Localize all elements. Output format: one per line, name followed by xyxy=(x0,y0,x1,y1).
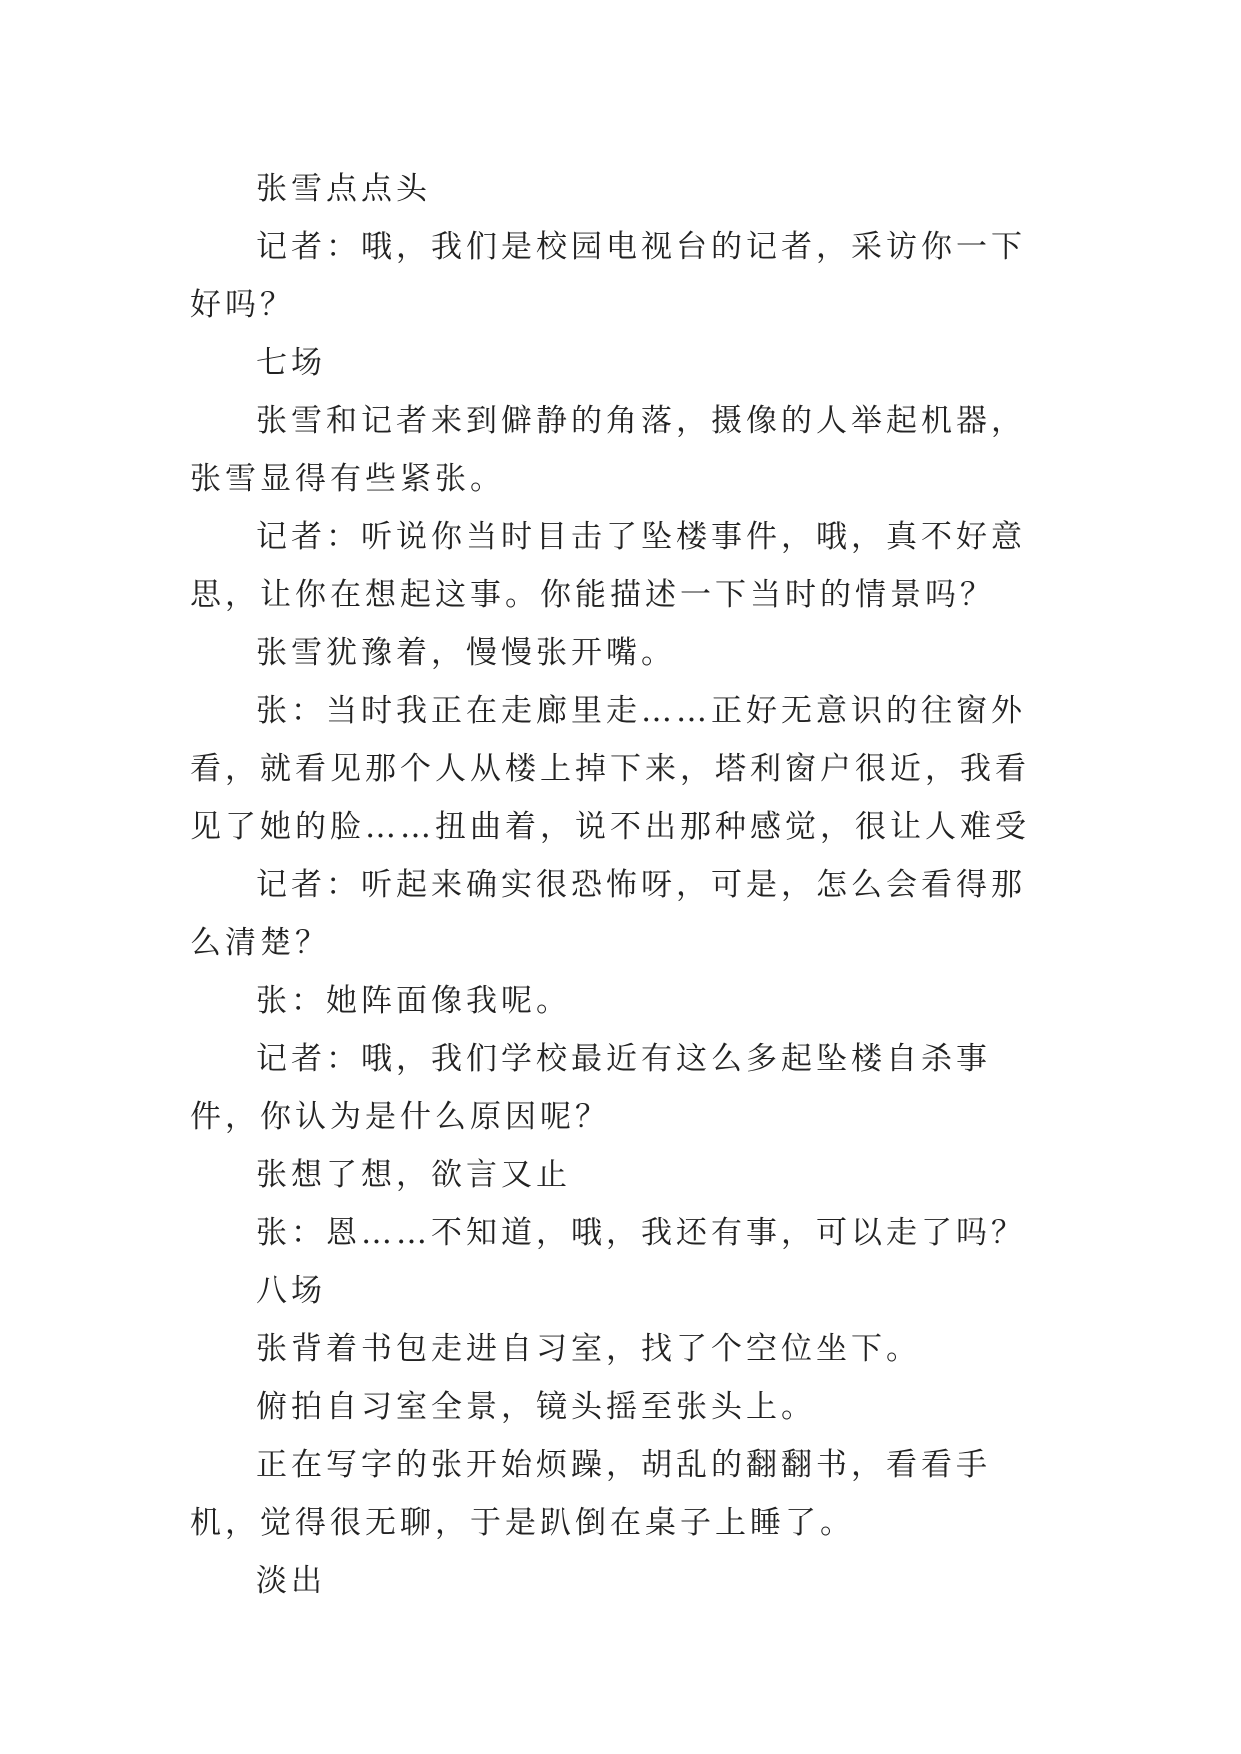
scene-heading: 八场 xyxy=(256,1273,326,1309)
document-body xyxy=(190,160,1060,1610)
paragraph: 张雪点点头 xyxy=(256,171,431,207)
paragraph: 张：当时我正在走廊里走……正好无意识的往窗外看，就看见那个人从楼上掉下来，塔利窗户很近，我看见了她的脸……扭曲着，说不出那种感觉，很让人难受 xyxy=(190,693,1030,845)
paragraph: 记者：听说你当时目击了坠楼事件，哦，真不好意思，让你在想起这事。你能描述一下当时的情景吗？ xyxy=(190,519,1026,613)
paragraph: 张背着书包走进自习室，找了个空位坐下。 xyxy=(256,1331,921,1367)
paragraph: 记者：听起来确实很恐怖呀，可是，怎么会看得那么清楚？ xyxy=(190,867,1026,961)
paragraph: 记者：哦，我们学校最近有这么多起坠楼自杀事件，你认为是什么原因呢？ xyxy=(190,1041,991,1135)
paragraph: 张雪和记者来到僻静的角落，摄像的人举起机器，张雪显得有些紧张。 xyxy=(190,403,1026,497)
paragraph: 淡出 xyxy=(256,1563,326,1599)
paragraph: 张：她阵面像我呢。 xyxy=(256,983,571,1019)
paragraph: 正在写字的张开始烦躁，胡乱的翻翻书，看看手机，觉得很无聊，于是趴倒在桌子上睡了。 xyxy=(190,1447,991,1541)
paragraph: 张想了想，欲言又止 xyxy=(256,1157,571,1193)
scene-heading: 七场 xyxy=(256,345,326,381)
paragraph: 张：恩……不知道，哦，我还有事，可以走了吗？ xyxy=(256,1215,1026,1251)
paragraph: 记者：哦，我们是校园电视台的记者，采访你一下好吗？ xyxy=(190,229,1026,323)
paragraph: 俯拍自习室全景，镜头摇至张头上。 xyxy=(256,1389,816,1425)
paragraph: 张雪犹豫着，慢慢张开嘴。 xyxy=(256,635,676,671)
